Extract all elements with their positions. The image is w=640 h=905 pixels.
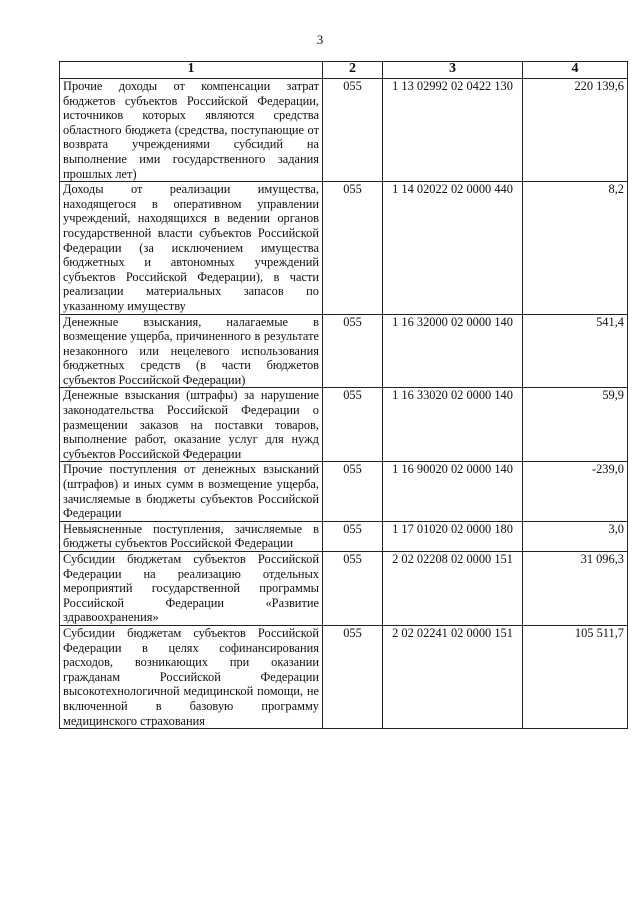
table-header-row [60,62,628,79]
revenue-description: Денежные взыскания (штрафы) за нарушение законодательства Российской Федерации о размещении заказов на поставки товаров, выполнение работ, оказание услуг для нужд субъектов Российской Федерации [60,388,323,462]
admin-code: 055 [323,462,383,521]
amount: 3,0 [523,521,628,551]
budget-classification-code: 1 14 02022 02 0000 440 [383,182,523,314]
column-header-2: 2 [323,62,383,79]
revenue-description: Субсидии бюджетам субъектов Российской Федерации на реализацию отдельных мероприятий государственной программы Российской Федерации «Развитие здравоохранения» [60,552,323,626]
table-row [60,314,628,388]
budget-classification-code: 1 16 90020 02 0000 140 [383,462,523,521]
revenue-description: Прочие поступления от денежных взысканий (штрафов) и иных сумм в возмещение ущерба, зачисляемые в бюджеты субъектов Российской Федерации [60,462,323,521]
admin-code: 055 [323,388,383,462]
table-row [60,182,628,314]
admin-code: 055 [323,625,383,728]
admin-code: 055 [323,521,383,551]
revenue-description: Невыясненные поступления, зачисляемые в бюджеты субъектов Российской Федерации [60,521,323,551]
amount: 31 096,3 [523,552,628,626]
budget-revenue-table [59,61,628,729]
table-row [60,625,628,728]
table-row [60,552,628,626]
admin-code: 055 [323,314,383,388]
page-number: 3 [316,32,324,47]
budget-classification-code: 1 16 33020 02 0000 140 [383,388,523,462]
amount: 541,4 [523,314,628,388]
admin-code: 055 [323,79,383,182]
amount: -239,0 [523,462,628,521]
amount: 220 139,6 [523,79,628,182]
column-header-3: 3 [383,62,523,79]
column-header-4: 4 [523,62,628,79]
budget-classification-code: 2 02 02241 02 0000 151 [383,625,523,728]
budget-classification-code: 1 17 01020 02 0000 180 [383,521,523,551]
column-header-1: 1 [60,62,323,79]
budget-classification-code: 2 02 02208 02 0000 151 [383,552,523,626]
revenue-description: Доходы от реализации имущества, находящегося в оперативном управлении учреждений, находящихся в ведении органов государственной власти субъектов Российской Федерации (за исключением имущества бюджетных и автономных учреждений субъектов Российской Федерации), в части реализации материальных запасов по указанному имуществу [60,182,323,314]
admin-code: 055 [323,182,383,314]
amount: 8,2 [523,182,628,314]
budget-classification-code: 1 13 02992 02 0422 130 [383,79,523,182]
table-row [60,79,628,182]
admin-code: 055 [323,552,383,626]
revenue-description: Субсидии бюджетам субъектов Российской Федерации в целях софинансирования расходов, возникающих при оказании гражданам Российской Федерации высокотехнологичной медицинской помощи, не включенной в базовую программу медицинского страхования [60,625,323,728]
revenue-description: Прочие доходы от компенсации затрат бюджетов субъектов Российской Федерации, источников которых являются средства областного бюджета (средства, поступающие от возврата учреждениями субсидий на выполнение ими государственного задания прошлых лет) [60,79,323,182]
table-row [60,388,628,462]
table-row [60,521,628,551]
budget-classification-code: 1 16 32000 02 0000 140 [383,314,523,388]
revenue-description: Денежные взыскания, налагаемые в возмещение ущерба, причиненного в результате незаконного или нецелевого использования бюджетных средств (в части бюджетов субъектов Российской Федерации) [60,314,323,388]
amount: 59,9 [523,388,628,462]
amount: 105 511,7 [523,625,628,728]
table-row [60,462,628,521]
